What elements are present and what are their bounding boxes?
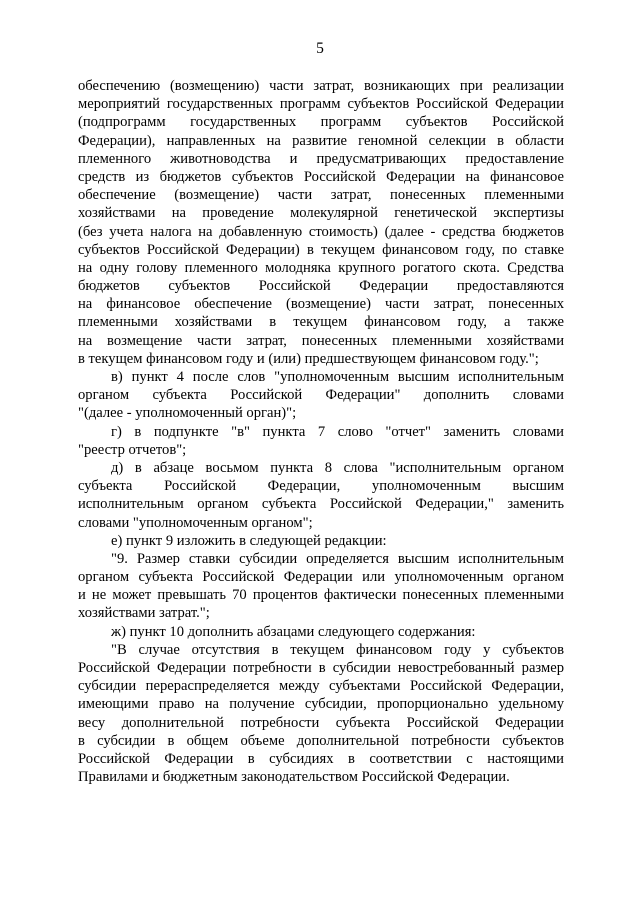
text-line: мероприятий государственных программ субъектов Российской Федерации bbox=[78, 96, 564, 113]
text-line: органом субъекта Российской Федерации или уполномоченным органом bbox=[78, 569, 564, 586]
paragraph bbox=[78, 77, 564, 368]
text-line: субъектов Российской Федерации) в текущем финансовом году, по ставке bbox=[78, 241, 564, 258]
text-line: "В случае отсутствия в текущем финансовом году у субъектов bbox=[111, 641, 564, 658]
text-line: "9. Размер ставки субсидии определяется высшим исполнительным bbox=[111, 550, 564, 567]
text-line: органом субъекта Российской Федерации" дополнить словами bbox=[78, 387, 564, 404]
text-line: на одну голову племенного молодняка крупного рогатого скота. Средства bbox=[78, 259, 564, 276]
text-line: "реестр отчетов"; bbox=[78, 441, 187, 458]
text-line: Правилами и бюджетным законодательством Российской Федерации. bbox=[78, 769, 510, 786]
text-line: е) пункт 9 изложить в следующей редакции: bbox=[111, 532, 387, 549]
text-line: племенного животноводства и предусматривающих предоставление bbox=[78, 150, 564, 167]
text-line: в) пункт 4 после слов "уполномоченным высшим исполнительным bbox=[111, 369, 564, 385]
text-line: (подпрограмм государственных программ субъектов Российской bbox=[78, 114, 564, 131]
text-line: на возмещение части затрат, понесенных племенными хозяйствами bbox=[78, 332, 564, 349]
text-line: имеющими право на получение субсидии, пропорционально удельному bbox=[78, 696, 564, 713]
text-line: племенными хозяйствами в текущем финансовом году, а также bbox=[78, 314, 564, 331]
text-line: Российской Федерации в субсидиях в соответствии с настоящими bbox=[78, 750, 564, 767]
text-line: "(далее - уполномоченный орган)"; bbox=[78, 405, 297, 422]
text-line: ж) пункт 10 дополнить абзацами следующего содержания: bbox=[111, 623, 476, 640]
text-line: Федерации), направленных на развитие геномной селекции в области bbox=[78, 132, 564, 149]
text-line: обеспечению (возмещению) части затрат, возникающих при реализации bbox=[78, 78, 564, 94]
paragraph bbox=[78, 532, 564, 550]
paragraph bbox=[78, 550, 564, 623]
text-line: средств из бюджетов субъектов Российской Федерации на финансовое bbox=[78, 168, 564, 185]
paragraph bbox=[78, 623, 564, 641]
text-line: субъекта Российской Федерации, уполномоченным высшим bbox=[78, 478, 564, 495]
text-line: на финансовое обеспечение (возмещение) части затрат, понесенных bbox=[78, 296, 564, 313]
text-line: бюджетов субъектов Российской Федерации предоставляются bbox=[78, 278, 564, 295]
text-line: хозяйствами затрат."; bbox=[78, 605, 210, 622]
text-line: и не может превышать 70 процентов фактически понесенных племенными bbox=[78, 587, 564, 604]
text-line: словами "уполномоченным органом"; bbox=[78, 514, 313, 531]
paragraph bbox=[78, 459, 564, 532]
text-line: хозяйствами на проведение молекулярной генетической экспертизы bbox=[78, 205, 564, 222]
text-line: в текущем финансовом году и (или) предшествующем финансовом году."; bbox=[78, 350, 539, 367]
text-line: весу дополнительной потребности субъекта Российской Федерации bbox=[78, 714, 564, 731]
paragraph bbox=[78, 423, 564, 459]
paragraph bbox=[78, 368, 564, 423]
text-line: г) в подпункте "в" пункта 7 слово "отчет" заменить словами bbox=[111, 423, 564, 440]
page-number: 5 bbox=[316, 40, 324, 57]
text-line: (без учета налога на добавленную стоимость) (далее - средства бюджетов bbox=[78, 223, 564, 240]
paragraph bbox=[78, 641, 564, 787]
document-body bbox=[78, 77, 564, 786]
text-line: Российской Федерации потребности в субсидии невостребованный размер bbox=[78, 660, 564, 676]
text-line: обеспечение (возмещение) части затрат, понесенных племенными bbox=[78, 187, 564, 204]
text-line: субсидии перераспределяется между субъектами Российской Федерации, bbox=[78, 678, 564, 695]
text-line: д) в абзаце восьмом пункта 8 слова "исполнительным органом bbox=[111, 459, 564, 476]
text-line: в субсидии в общем объеме дополнительной потребности субъектов bbox=[78, 732, 564, 749]
text-line: исполнительным органом субъекта Российской Федерации," заменить bbox=[78, 496, 564, 513]
